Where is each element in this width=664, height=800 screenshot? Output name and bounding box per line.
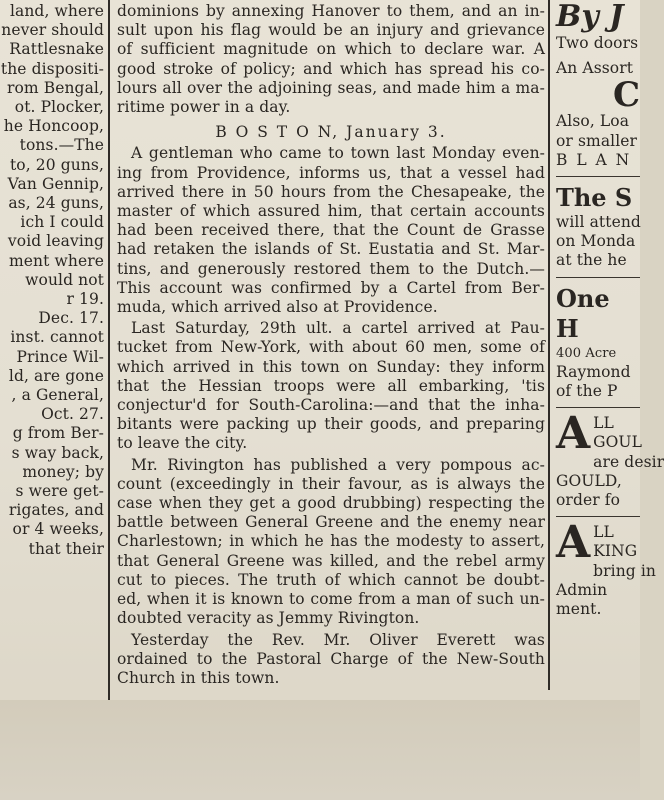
column-rule-right: [548, 0, 550, 690]
article-paragraph: [117, 144, 545, 317]
text-line: of sufficient magnitude on which to declare war. A: [117, 40, 545, 59]
text-line: LL: [593, 414, 614, 433]
right-column: [556, 0, 664, 619]
text-line: land, where: [9, 2, 104, 20]
text-line: s were get-: [15, 482, 104, 501]
text-line: that the Hessian troops were all embarking, 'tis: [117, 376, 545, 395]
text-line: Prince Wil-: [16, 347, 104, 366]
text-line: would not: [25, 270, 104, 289]
text-line: bring in: [593, 561, 657, 580]
text-line: conjectur'd for South-Carolina:—and that the inha-: [117, 396, 545, 415]
text-line: ritime power in a day.: [117, 98, 291, 117]
text-line: GOUL: [593, 433, 642, 452]
text-line: or 4 weeks,: [12, 520, 104, 539]
main-column: [117, 2, 545, 688]
text-line: order fo: [556, 491, 621, 510]
text-line: dominions by annexing Hanover to them, and an in-: [117, 2, 545, 20]
text-line: count (exceedingly in their favour, as is always the: [117, 474, 545, 493]
text-line: sult upon his flag would be an injury and grievance: [117, 21, 545, 40]
text-line: bitants were packing up their goods, and preparing: [117, 415, 545, 434]
ad-the-s: The S: [556, 183, 633, 213]
text-line: A gentleman who came to town last Monday even-: [131, 144, 545, 163]
text-line: rigates, and: [8, 501, 104, 520]
text-line: Last Saturday, 29th ult. a cartel arrived at Pau-: [131, 319, 545, 338]
ad-blank: B L A N: [556, 150, 632, 169]
ad-block-1: [556, 408, 664, 510]
ad-two-doors: Two doors: [556, 34, 639, 52]
text-line: he Honcoop,: [3, 117, 104, 136]
ad-by-line: By J: [556, 0, 624, 34]
text-line: to, 20 guns,: [9, 155, 104, 174]
text-line: g from Ber-: [12, 424, 104, 443]
ad-block-2: [556, 517, 657, 619]
text-line: Yesterday the Rev. Mr. Oliver Everett was: [131, 630, 545, 649]
drop-cap: A: [556, 408, 591, 460]
text-line: s way back,: [11, 443, 104, 462]
text-line: ld, are gone: [8, 366, 104, 385]
dateline: B O S T O N, January 3.: [215, 123, 447, 142]
text-line: ing from Providence, informs us, that a vessel had: [117, 163, 545, 182]
text-line: to leave the city.: [117, 434, 248, 453]
text-line: Van Gennip,: [7, 174, 104, 193]
text-line: inst. cannot: [10, 328, 104, 347]
ad-big-c: C: [612, 75, 640, 116]
text-line: case when they get a good drubbing) respecting the: [117, 494, 545, 513]
text-line: Charlestown; in which he has the modesty to assert,: [117, 532, 545, 551]
text-line: Rattlesnake: [9, 40, 104, 59]
text-line: had retaken the islands of St. Eustatia and St. Mar-: [117, 240, 545, 259]
text-line: ordained to the Pastoral Charge of the New-South: [117, 649, 545, 668]
text-line: ich I could: [20, 213, 104, 232]
text-line: that their: [28, 539, 104, 558]
text-line: Mr. Rivington has published a very pompous ac-: [131, 455, 545, 474]
ad-acres: 400 Acre: [556, 345, 617, 361]
article-paragraph: [117, 631, 545, 689]
article-paragraph: [117, 319, 545, 453]
ad-attend: will attend: [556, 213, 641, 232]
ad-raymond: Raymond: [556, 362, 631, 381]
ad-divider: [556, 277, 640, 278]
text-line: tins, and generously restored them to the Dutch.—: [117, 259, 545, 278]
text-line: , a General,: [11, 386, 104, 405]
text-line: arrived there in 50 hours from the Chesapeake, the: [117, 182, 545, 201]
text-line: lours all over the adjoining seas, and made him a ma-: [117, 78, 545, 97]
text-line: cut to pieces. The truth of which cannot be doubt-: [117, 570, 545, 589]
text-line: ment where: [8, 251, 104, 270]
column-rule-left: [108, 0, 110, 720]
text-line: void leaving: [7, 232, 104, 251]
text-line: never should: [1, 21, 104, 40]
text-line: which arrived in this town on Sunday: they inform: [117, 357, 545, 376]
text-line: LL: [593, 523, 614, 542]
text-line: money; by: [22, 462, 104, 481]
text-line: rom Bengal,: [6, 78, 104, 97]
table-surface: [0, 700, 640, 800]
text-line: KING: [593, 542, 638, 561]
article-paragraph: [117, 456, 545, 629]
text-line: tucket from New-York, with about 60 men, some of: [117, 338, 545, 357]
ad-monday: on Monda: [556, 232, 636, 251]
text-line: that General Greene was killed, and the rebel army: [117, 551, 545, 570]
text-line: ed, when it is known to come from a man of such un-: [117, 590, 545, 609]
text-line: good stroke of policy; and which has spread his co-: [117, 59, 545, 78]
text-line: as, 24 guns,: [8, 194, 104, 213]
drop-cap: A: [556, 517, 591, 569]
text-line: had been received there, that the Count de Grasse: [117, 221, 545, 240]
ad-divider: [556, 176, 640, 177]
ad-also: Also, Loa: [556, 112, 630, 131]
ad-one-h: One H: [556, 283, 610, 343]
ad-at-the: at the he: [556, 251, 627, 270]
text-line: the dispositi-: [0, 59, 104, 78]
text-line: Oct. 27.: [41, 405, 104, 424]
text-line: doubted veracity as Jemmy Rivington.: [117, 609, 420, 628]
text-line: tons.—The: [19, 136, 104, 155]
text-line: are desir: [593, 452, 664, 471]
text-line: muda, which arrived also at Providence.: [117, 298, 438, 317]
text-line: This account was confirmed by a Cartel from Ber-: [117, 278, 545, 297]
text-line: battle between General Greene and the enemy near: [117, 513, 545, 532]
ad-of-the: of the P: [556, 382, 618, 401]
text-line: GOULD,: [556, 471, 622, 490]
ad-assortment: An Assort: [556, 59, 634, 78]
ad-smaller: or smaller: [556, 131, 638, 150]
text-line: r 19.: [66, 290, 104, 309]
text-line: Dec. 17.: [38, 309, 104, 328]
text-line: ot. Plocker,: [14, 98, 104, 117]
text-line: master of which assured him, that certain accounts: [117, 202, 545, 221]
text-line: ment.: [556, 600, 602, 619]
left-column: [0, 2, 104, 559]
text-line: Church in this town.: [117, 668, 280, 687]
text-line: Admin: [556, 580, 608, 599]
